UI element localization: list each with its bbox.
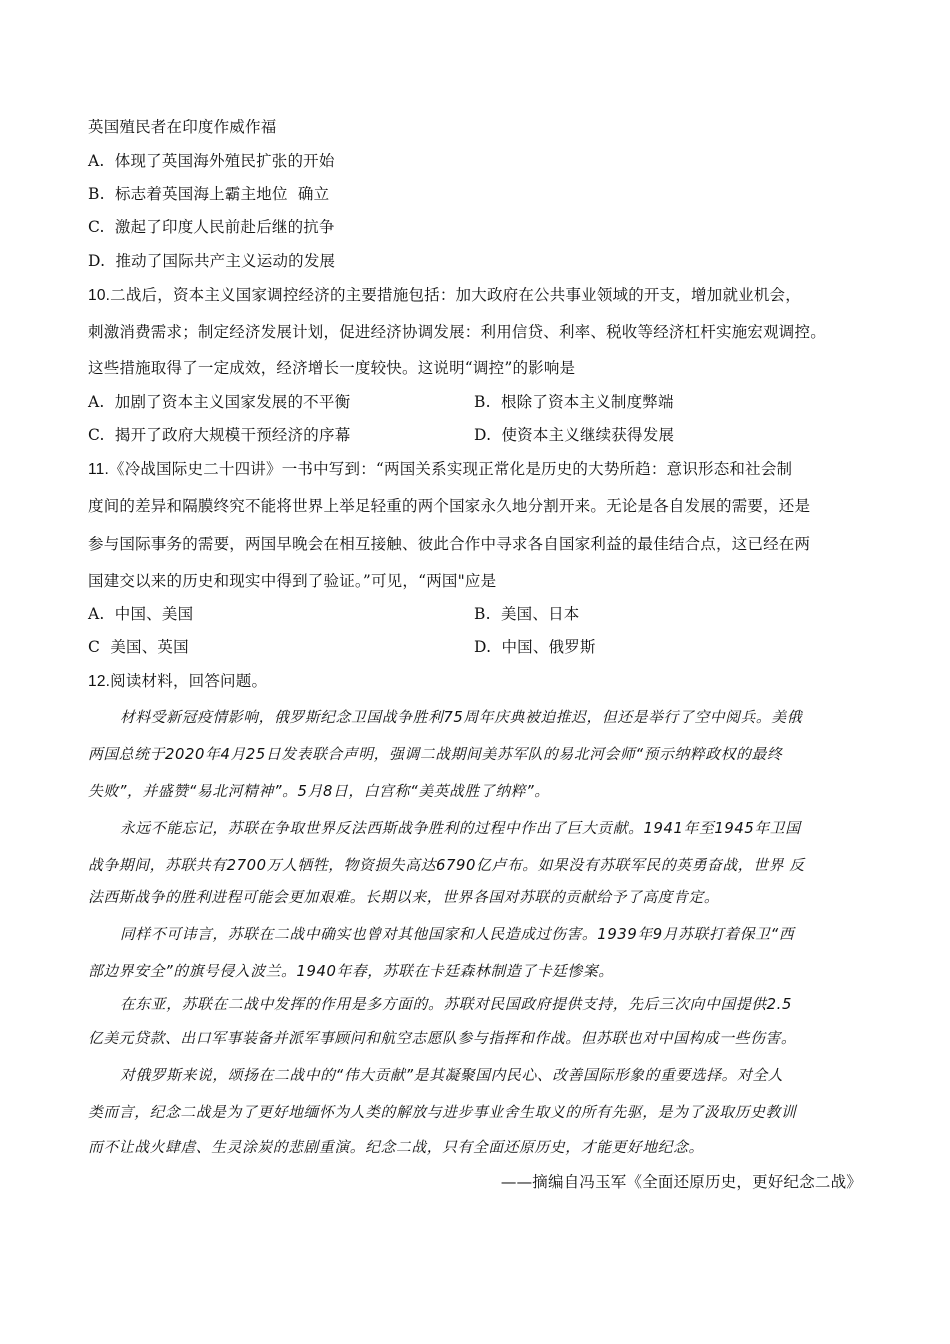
q9-option-d: D. 推动了国际共产主义运动的发展 [88,252,336,270]
q12-material-line-4: 永远不能忘记，苏联在争取世界反法西斯战争胜利的过程中作出了巨大贡献。1941年至1945年卫国 [120,820,801,837]
q11-option-b: B. 美国、日本 [474,605,580,623]
q11-option-d: D. 中国、俄罗斯 [474,638,596,656]
q10-stem-line-3: 这些措施取得了一定成效，经济增长一度较快。这说明“调控”的影响是 [88,359,576,377]
q12-stem: 12.阅读材料，回答问题。 [88,672,268,690]
q9-option-c: C. 激起了印度人民前赴后继的抗争 [88,218,335,236]
q12-material-line-7: 同样不可讳言，苏联在二战中确实也曾对其他国家和人民造成过伤害。1939年9月苏联打着保卫“西 [120,926,795,943]
q12-source: ——摘编自冯玉军《全面还原历史，更好纪念二战》 [500,1173,862,1191]
q10-option-d: D. 使资本主义继续获得发展 [474,426,675,444]
q10-number: 10. [88,287,111,304]
q12-material-line-13: 而不让战火肆虐、生灵涂炭的悲剧重演。纪念二战，只有全面还原历史，才能更好地纪念。 [88,1139,704,1156]
q12-material-line-9: 在东亚，苏联在二战中发挥的作用是多方面的。苏联对民国政府提供支持，先后三次向中国提供2.5 [120,996,793,1013]
q12-material-line-12: 类而言，纪念二战是为了更好地缅怀为人类的解放与进步事业舍生取义的所有先驱，是为了汲取历史教训 [88,1104,797,1121]
q12-material-line-10: 亿美元贷款、出口军事装备并派军事顾问和航空志愿队参与指挥和作战。但苏联也对中国构成一些伤害。 [88,1030,797,1047]
q10-option-a: A. 加剧了资本主义国家发展的不平衡 [88,393,351,411]
q10-stem-line-1: 10.二战后，资本主义国家调控经济的主要措施包括：加大政府在公共事业领域的开支，增加就业机会， [88,286,801,304]
q12-material-line-1: 材料受新冠疫情影响，俄罗斯纪念卫国战争胜利75周年庆典被迫推迟，但还是举行了空中阅兵。美俄 [120,709,803,726]
q9-option-a: A. 体现了英国海外殖民扩张的开始 [88,152,335,170]
q11-stem-line-2: 度间的差异和隔膜终究不能将世界上举足轻重的两个国家永久地分割开来。无论是各自发展的需要，还是 [88,497,811,515]
q12-material-line-5: 战争期间，苏联共有2700万人牺牲，物资损失高达6790亿卢布。如果没有苏联军民的英勇奋战，世界 反 [88,857,805,874]
q12-material-line-6: 法西斯战争的胜利进程可能会更加艰难。长期以来，世界各国对苏联的贡献给予了高度肯定。 [88,889,720,906]
q12-number: 12. [88,673,111,690]
q11-stem-line-3: 参与国际事务的需要，两国早晚会在相互接触、彼此合作中寻求各自国家利益的最佳结合点，这已经在两 [88,535,811,553]
q9-stem-tail: 英国殖民者在印度作威作福 [88,118,277,136]
q12-material-line-8: 部边界安全”的旗号侵入波兰。1940年春，苏联在卡廷森林制造了卡廷惨案。 [88,963,614,980]
q12-material-line-3: 失败”，并盛赞“易北河精神”。5月8日，白宫称“美英战胜了纳粹”。 [88,783,550,800]
q11-option-c: C 美国、英国 [88,638,189,656]
q9-option-b: B. 标志着英国海上霸主地位 确立 [88,185,330,203]
q11-stem-line-4: 国建交以来的历史和现实中得到了验证。”可见，“两国"应是 [88,572,497,590]
q10-stem-line-2: 刺激消费需求；制定经济发展计划，促进经济协调发展：利用信贷、利率、税收等经济杠杆实施宏观调控。 [88,323,826,341]
q11-stem-line-1: 11.《冷战国际史二十四讲》一书中写到：“两国关系实现正常化是历史的大势所趋：意识形态和社会制 [88,460,793,478]
q12-material-line-2: 两国总统于2020年4月25日发表联合声明，强调二战期间美苏军队的易北河会师“预示纳粹政权的最终 [88,746,783,763]
q11-number: 11. [88,461,109,478]
q10-option-c: C. 揭开了政府大规模干预经济的序幕 [88,426,351,444]
q10-option-b: B. 根除了资本主义制度弊端 [474,393,674,411]
q11-option-a: A. 中国、美国 [88,605,194,623]
q12-material-line-11: 对俄罗斯来说，颂扬在二战中的“伟大贡献”是其凝聚国内民心、改善国际形象的重要选择。对全人 [120,1067,784,1084]
